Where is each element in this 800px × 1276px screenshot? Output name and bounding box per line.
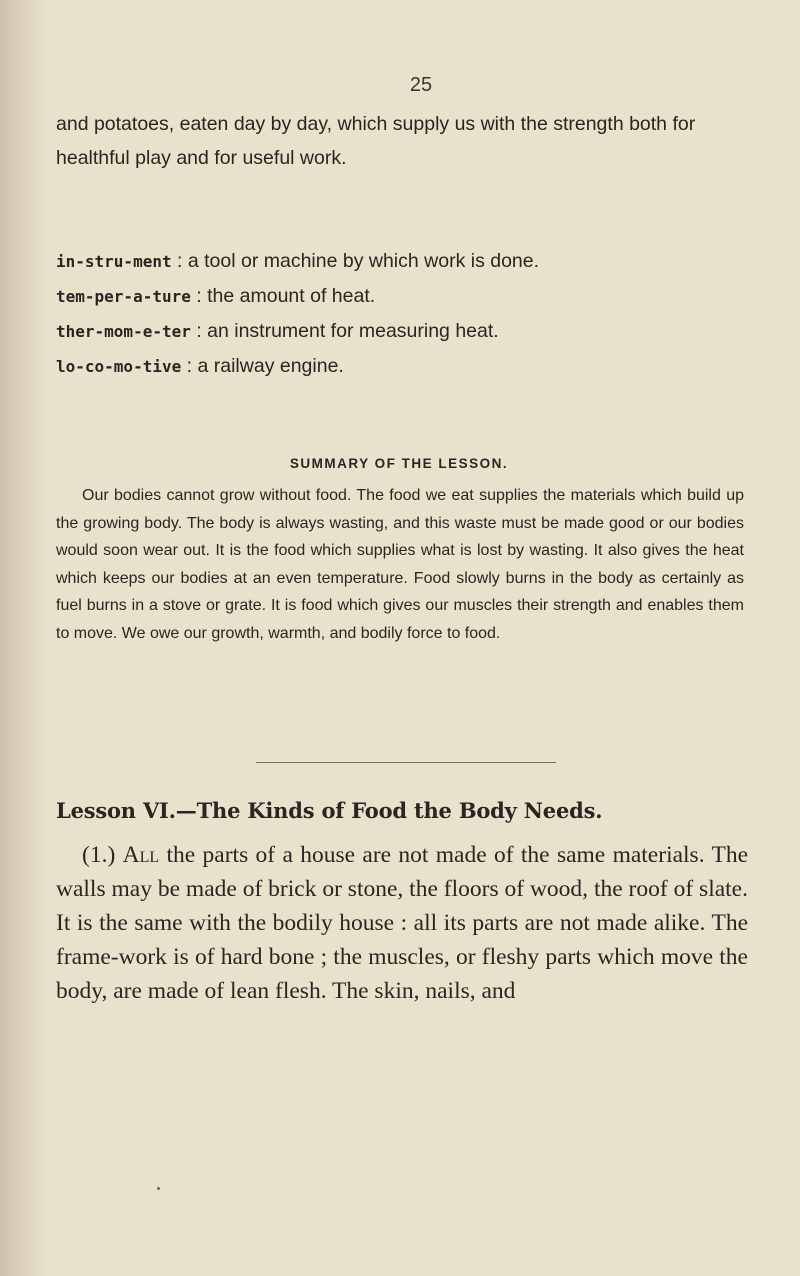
page-edge-shadow bbox=[0, 0, 50, 1276]
vocab-definition: the amount of heat. bbox=[207, 285, 376, 307]
summary-heading: SUMMARY OF THE LESSON. bbox=[289, 456, 509, 471]
vocab-separator: : bbox=[190, 320, 208, 342]
paper-speck bbox=[157, 1187, 160, 1190]
section-divider bbox=[256, 762, 556, 763]
vocabulary-list bbox=[56, 245, 756, 385]
vocab-entry bbox=[56, 280, 756, 313]
vocab-entry bbox=[56, 315, 756, 348]
vocab-term: in-stru-ment bbox=[56, 252, 172, 271]
vocab-entry bbox=[56, 245, 756, 278]
vocab-definition: a railway engine. bbox=[197, 355, 344, 377]
lesson-paragraph bbox=[56, 838, 748, 1008]
paragraph-marker: (1.) bbox=[82, 842, 116, 868]
vocab-separator: : bbox=[190, 285, 208, 307]
intro-paragraph: and potatoes, eaten day by day, which supply us with the strength both for healthful play and for useful work. bbox=[56, 113, 696, 169]
vocab-separator: : bbox=[171, 250, 188, 272]
vocab-term: lo-co-mo-tive bbox=[56, 357, 182, 376]
lesson-text: the parts of a house are not made of the same materials. The walls may be made of brick or stone, the floors of wood, the roof of slate. It is the same with the bodily house : all its parts are not made alike. The frame-work is of hard bone ; the muscles, or fleshy parts which move the body, are made of lean flesh. The skin, nails, and bbox=[56, 842, 749, 1004]
vocab-term: tem-per-a-ture bbox=[56, 287, 191, 306]
lesson-title: Lesson VI.—The Kinds of Food the Body Needs. bbox=[56, 798, 603, 823]
vocab-separator: : bbox=[181, 355, 198, 377]
lesson-first-word: All bbox=[122, 842, 160, 868]
vocab-entry bbox=[56, 350, 756, 383]
page-number: 25 bbox=[409, 74, 433, 96]
vocab-definition: an instrument for measuring heat. bbox=[207, 320, 499, 342]
summary-paragraph: Our bodies cannot grow without food. The food we eat supplies the materials which build up the growing body. The body is always wasting, and this waste must be made good or our bodies would soon wear out. It is the food which supplies what is lost by wasting. It also gives the heat which keeps our bodies at an even temperature. Food slowly burns in the body as certainly as fuel burns in a stove or grate. It is food which gives our muscles their strength and enables them to move. We owe our growth, warmth, and bodily force to food. bbox=[56, 487, 744, 642]
vocab-term: ther-mom-e-ter bbox=[56, 322, 191, 341]
vocab-definition: a tool or machine by which work is done. bbox=[187, 250, 540, 272]
